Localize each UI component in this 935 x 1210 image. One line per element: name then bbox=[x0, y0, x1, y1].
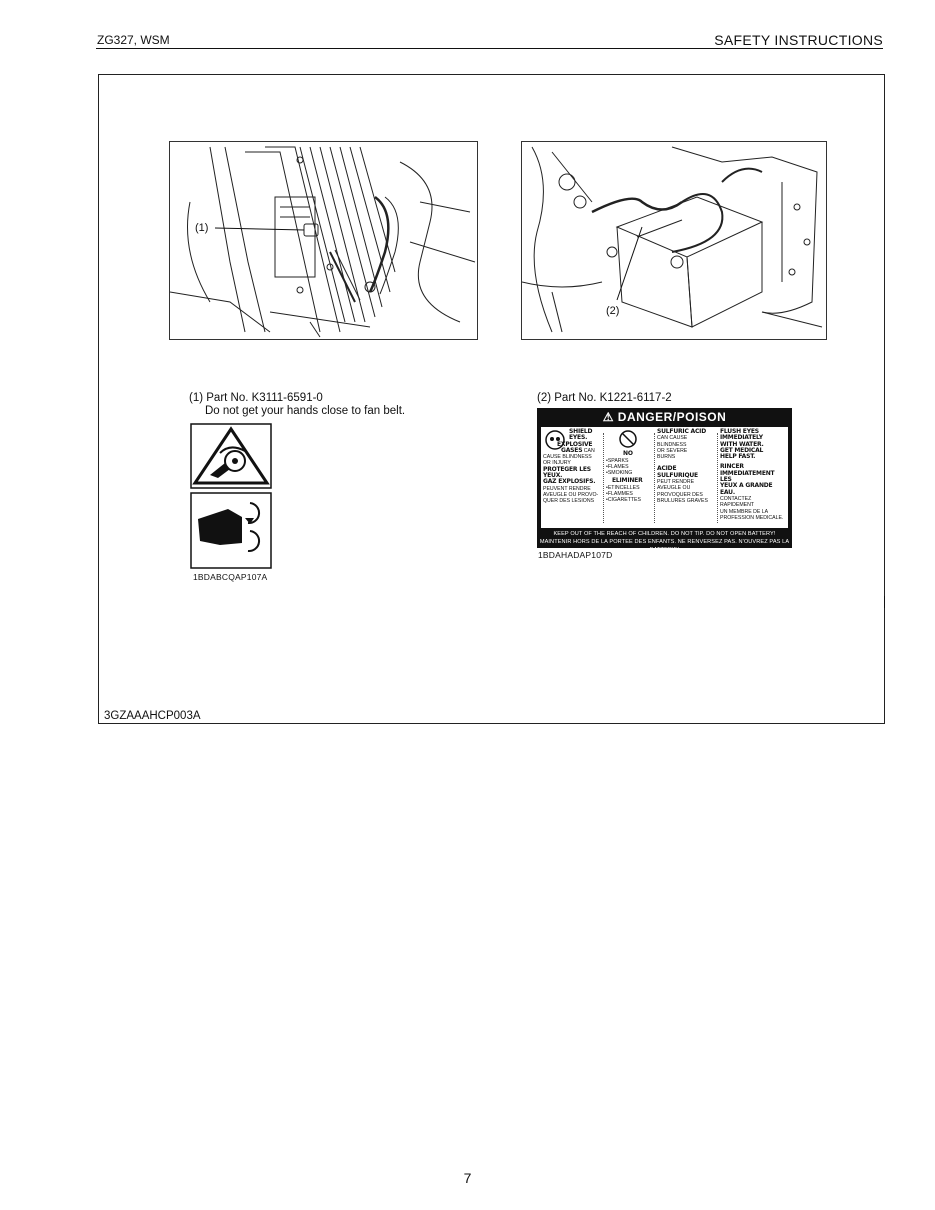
danger-col-acid: SULFURIC ACID CAN CAUSE BLINDNESS OR SEVERE BURNS ACIDE SULFURIQUE PEUT RENDRE AVEUGLE OU PROVOQUER DES BRULURES GRAVES bbox=[657, 428, 708, 504]
shield-eyes-icon bbox=[543, 428, 567, 452]
danger-decal-footer: KEEP OUT OF THE REACH OF CHILDREN. DO NOT TIP. DO NOT OPEN BATTERY! MAINTENIR HORS DE LA PORTEE DES ENFANTS. NE RENVERSEZ PAS. N'OUVREZ PAS LA BATTERIE! bbox=[539, 531, 790, 553]
figure2-leader-line bbox=[617, 227, 642, 300]
fan-belt-warning-pictogram bbox=[190, 423, 272, 569]
item1-decal-code: 1BDABCQAP107A bbox=[193, 572, 268, 582]
danger-col-no-flames: NO •SPARKS •FLAMES •SMOKING ELIMINER •ETINCELLES •FLAMMES •CIGARETTES bbox=[606, 429, 652, 504]
warning-triangle-icon: ⚠ bbox=[602, 410, 614, 424]
frame-margin-mark bbox=[884, 596, 885, 608]
item1-part-number: (1) Part No. K3111-6591-0 bbox=[189, 392, 323, 404]
fan-belt-illustration bbox=[170, 142, 477, 339]
danger-col-eyes: SHIELD EYES. EXPLOSIVE GASES CAN CAUSE BLINDNESS OR INJURY PROTEGER LES YEUX. GAZ EXPLOSIFS. PEUVENT RENDRE AVEUGLE OU PROVO- QUER DES LESIONS bbox=[543, 428, 599, 505]
item1-warning-text: Do not get your hands close to fan belt. bbox=[205, 405, 406, 417]
danger-poison-decal bbox=[537, 408, 792, 553]
page-number: 7 bbox=[463, 1170, 472, 1186]
item2-part-number: (2) Part No. K1221-6117-2 bbox=[537, 392, 672, 404]
header-section-title: SAFETY INSTRUCTIONS bbox=[714, 32, 883, 48]
battery-illustration bbox=[522, 142, 826, 339]
figure-frame-code: 3GZAAAHCP003A bbox=[104, 710, 201, 722]
figure-fan-belt-location bbox=[169, 141, 478, 340]
header-rule bbox=[96, 48, 883, 49]
item2-decal-code: 1BDAHADAP107D bbox=[538, 550, 613, 560]
fan-belt-decal bbox=[190, 423, 272, 569]
figure2-callout-label: (2) bbox=[606, 305, 620, 317]
figure1-callout-label: (1) bbox=[195, 222, 209, 234]
figure-battery-location bbox=[521, 141, 827, 340]
danger-decal-body bbox=[541, 427, 788, 528]
header-manual-code: ZG327, WSM bbox=[97, 33, 170, 47]
figure1-leader-line bbox=[215, 228, 304, 230]
no-smoking-icon bbox=[618, 429, 638, 449]
danger-col-flush-eyes: FLUSH EYES IMMEDIATELY WITH WATER. GET MEDICAL HELP FAST. RINCER IMMEDIATEMENT LES YEUX A GRANDE EAU. CONTACTEZ RAPIDEMENT UN MEMBRE DE LA PROFESSION MEDICALE. bbox=[720, 428, 784, 521]
danger-title-text: DANGER/POISON bbox=[617, 410, 727, 424]
